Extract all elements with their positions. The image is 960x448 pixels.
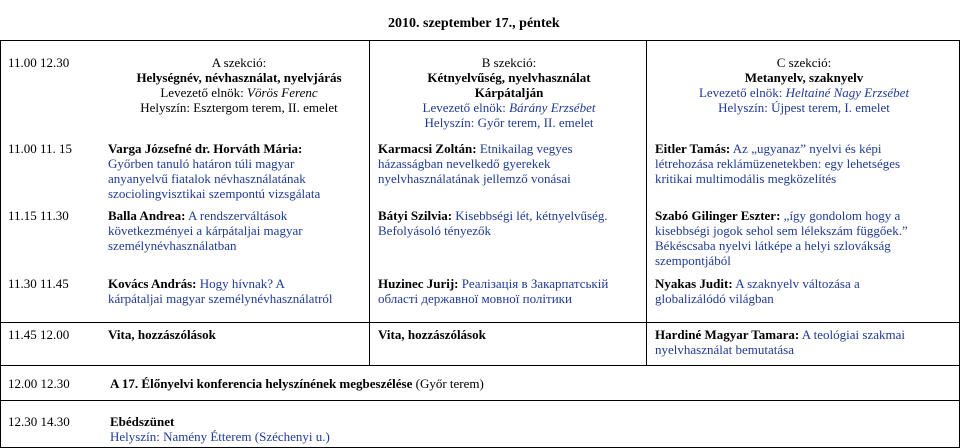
session-b-name-1: Kétnyelvűség, nyelvhasználat	[427, 70, 591, 85]
session-b-header	[372, 55, 646, 130]
row-divider-discussion	[0, 322, 960, 323]
session-c-venue: Helyszín: Újpest terem, I. emelet	[718, 100, 890, 115]
row-c1-talk: Eitler Tamás: Az „ugyanaz” nyelvi és képi létrehozása reklámüzenetekben: egy lehetséges kritikai multimodális megközelítés	[655, 141, 901, 186]
session-a-time: 11.00 12.30	[8, 55, 70, 70]
row-divider-lunch	[0, 400, 960, 401]
closing-label: A 17.	[110, 376, 139, 391]
row-c1-speaker: Eitler Tamás:	[655, 141, 731, 156]
row-a2-talk: Balla Andrea: A rendszerváltások következményei a kárpátaljai magyar személynévhasználatban	[108, 208, 303, 253]
session-a-chair: Levezető elnök: Vörös Ferenc	[160, 85, 318, 100]
row-a1-talk: Varga Józsefné dr. Horváth Mária: Győrben tanuló határon túli magyar anyanyelvű fiatalok névhasználatának szociolingvisztikai szempontú vizsgálata	[108, 141, 321, 201]
row-c3-talk: Nyakas Judit: A szaknyelv változása a globalizálódó világban	[655, 276, 860, 306]
discussion-b: Vita, hozzászólások	[378, 327, 486, 342]
row-c2-speaker: Szabó Gilinger Eszter:	[655, 208, 781, 223]
session-c-header	[650, 55, 958, 115]
table-left-rule	[0, 40, 1, 448]
closing-text: A 17. Élőnyelvi konferencia helyszínének megbeszélése (Győr terem)	[110, 376, 484, 391]
lunch-venue: Helyszín: Namény Étterem (Széchenyi u.)	[110, 429, 330, 444]
session-c-chair: Levezető elnök: Heltainé Nagy Erzsébet	[698, 85, 910, 100]
row-divider-closing	[0, 365, 960, 366]
discussion-a: Vita, hozzászólások	[108, 327, 216, 342]
session-b-name-2: Kárpátalján	[474, 85, 544, 100]
discussion-c-speaker: Hardiné Magyar Tamara:	[655, 327, 800, 342]
row-c3-speaker: Nyakas Judit:	[655, 276, 733, 291]
table-top-rule	[0, 40, 960, 41]
closing-time: 12.00 12.30	[8, 376, 70, 391]
discussion-c: Hardiné Magyar Tamara: A teológiai szakmai nyelvhasználat bemutatása	[655, 327, 905, 357]
row-a1-speaker: Varga Józsefné dr. Horváth Mária:	[108, 141, 303, 156]
session-a-label: A szekció:	[211, 55, 267, 70]
row-c2-talk: Szabó Gilinger Eszter: „így gondolom hogy a kisebbségi jogok sehol sem lélekszám függőek.” Békéscsaba nyelvi látképe a helyi szlovákság szempontjából	[655, 208, 908, 268]
session-a-name: Helységnév, névhasználat, nyelvjárás	[136, 70, 342, 85]
session-a-header	[110, 55, 368, 115]
row-a2-time: 11.15 11.30	[8, 208, 69, 223]
lunch-info	[110, 414, 330, 444]
row-a3-talk: Kovács András: Hogy hívnak? A kárpátaljai magyar személynévhasználatról	[108, 276, 333, 306]
session-b-venue: Helyszín: Győr terem, II. emelet	[424, 115, 594, 130]
row-b1-talk: Karmacsi Zoltán: Etnikailag vegyes házasságban nevelkedő gyerekek nyelvhasználatának jellemző vonásai	[378, 141, 573, 186]
discussion-time: 11.45 12.00	[8, 327, 70, 342]
row-a3-speaker: Kovács András:	[108, 276, 197, 291]
session-b-label: B szekció:	[481, 55, 537, 70]
row-b2-speaker: Bátyi Szilvia:	[378, 208, 453, 223]
session-a-venue: Helyszín: Esztergom terem, II. emelet	[140, 100, 338, 115]
page-title: 2010. szeptember 17., péntek	[388, 16, 560, 31]
row-b1-speaker: Karmacsi Zoltán:	[378, 141, 477, 156]
row-b3-talk: Huzinec Jurij: Реалізація в Закарпатській області державної мовної політики	[378, 276, 609, 306]
lunch-time: 12.30 14.30	[8, 414, 70, 429]
row-a1-time: 11.00 11. 15	[8, 141, 73, 156]
session-c-name: Metanyelv, szaknyelv	[744, 70, 864, 85]
row-b2-talk: Bátyi Szilvia: Kisebbségi lét, kétnyelvűség. Befolyásoló tényezők	[378, 208, 608, 238]
row-a3-time: 11.30 11.45	[8, 276, 69, 291]
column-divider-ab	[369, 40, 370, 365]
lunch-label: Ebédszünet	[110, 414, 175, 429]
row-a2-speaker: Balla Andrea:	[108, 208, 186, 223]
session-c-label: C szekció:	[776, 55, 832, 70]
row-b3-speaker: Huzinec Jurij:	[378, 276, 459, 291]
session-b-chair: Levezető elnök: Bárány Erzsébet	[422, 100, 596, 115]
column-divider-bc	[646, 40, 647, 365]
